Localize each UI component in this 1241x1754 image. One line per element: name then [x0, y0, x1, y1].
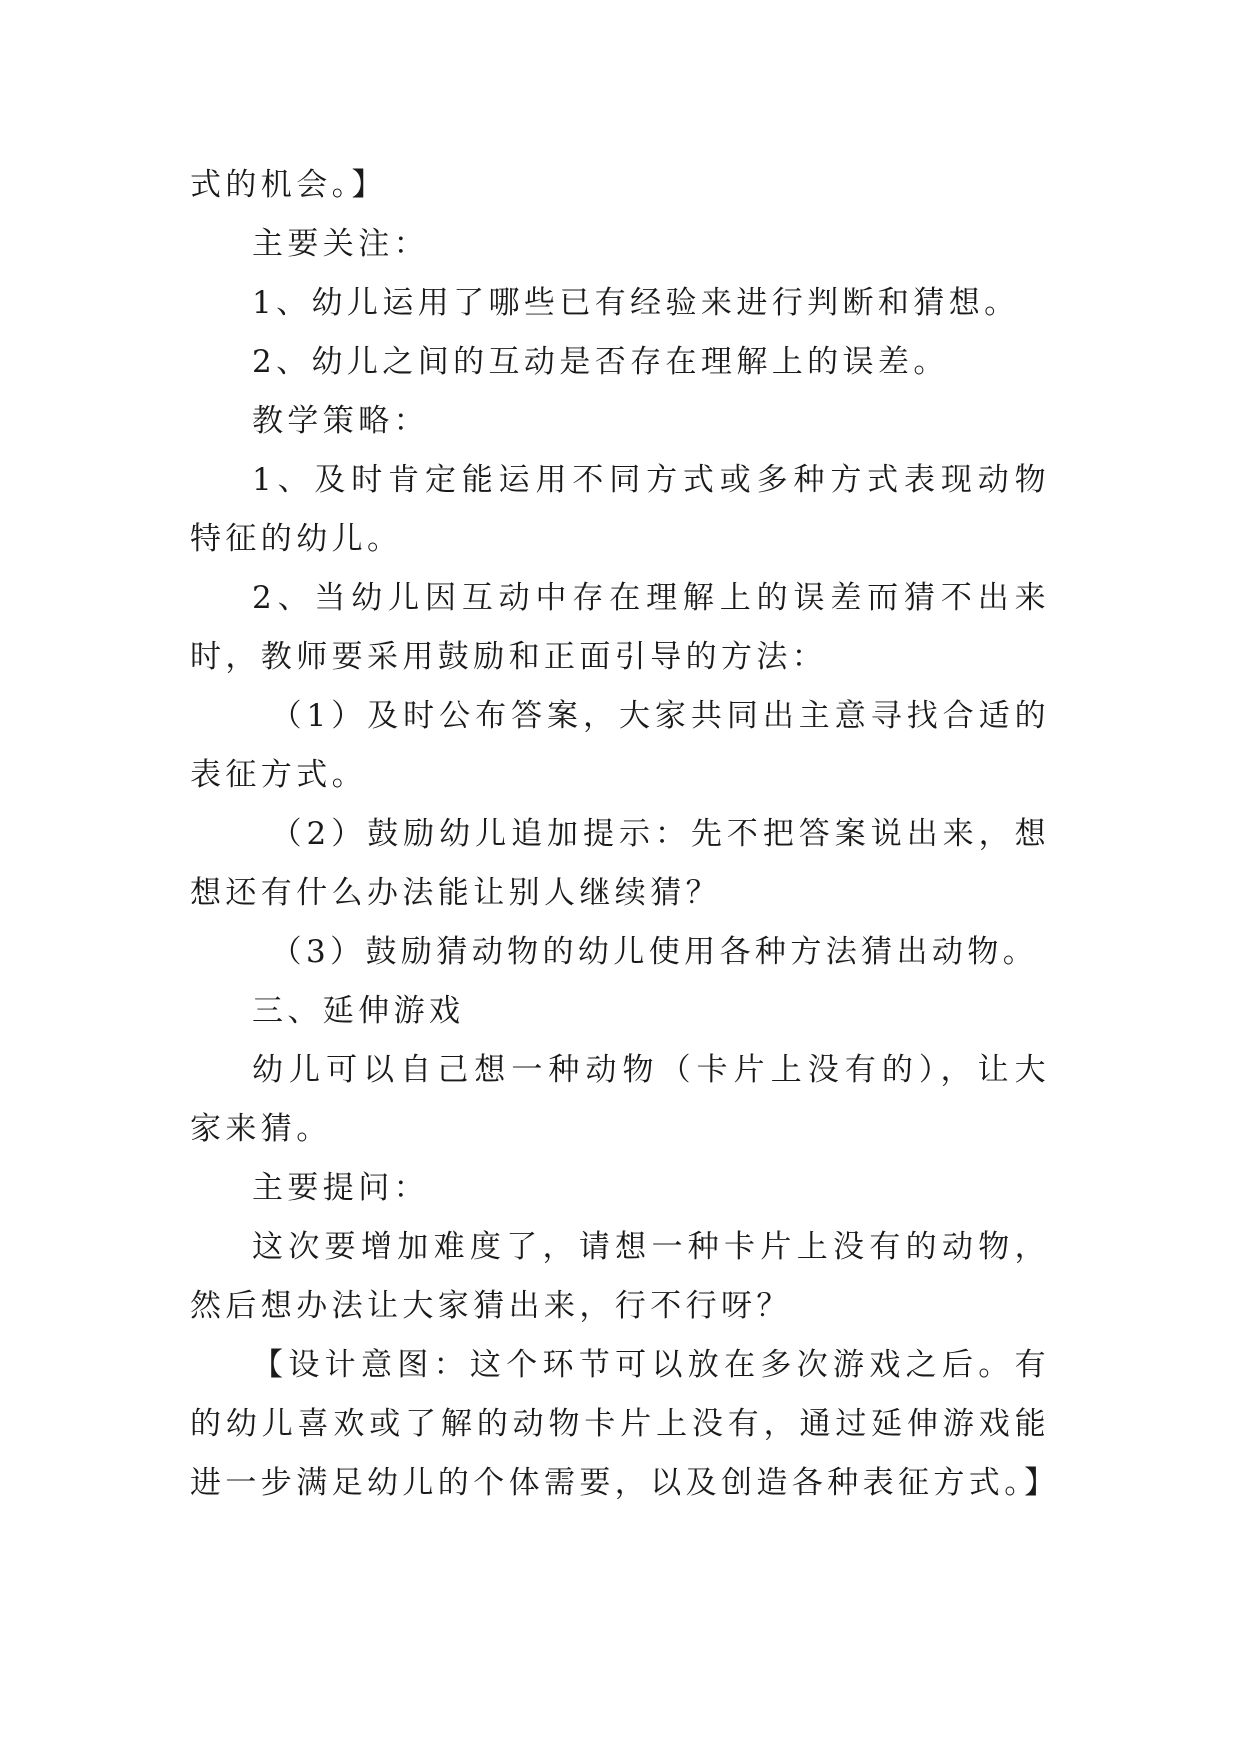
- paragraph-strategy-item-1: 1、及时肯定能运用不同方式或多种方式表现动物特征的幼儿。: [190, 462, 1050, 557]
- paragraph-section-heading: 三、延伸游戏: [252, 993, 465, 1029]
- paragraph-focus-item-2: 2、幼儿之间的互动是否存在理解上的误差。: [252, 344, 949, 380]
- document-body: [190, 156, 1060, 1513]
- paragraph-design-intent: 【设计意图：这个环节可以放在多次游戏之后。有的幼儿喜欢或了解的动物卡片上没有，通过延伸游戏能进一步满足幼儿的个体需要，以及创造各种表征方式。】: [190, 1347, 1060, 1501]
- paragraph-main-focus-heading: 主要关注：: [252, 226, 429, 262]
- paragraph-sub-item-1: （1）及时公布答案，大家共同出主意寻找合适的表征方式。: [190, 698, 1050, 793]
- paragraph-sub-item-2: （2）鼓励幼儿追加提示：先不把答案说出来，想想还有什么办法能让别人继续猜？: [190, 816, 1050, 911]
- paragraph-focus-item-1: 1、幼儿运用了哪些已有经验来进行判断和猜想。: [252, 285, 1020, 321]
- paragraph-sub-item-3: （3）鼓励猜动物的幼儿使用各种方法猜出动物。: [270, 934, 1039, 970]
- paragraph-extension-description: 幼儿可以自己想一种动物（卡片上没有的），让大家来猜。: [190, 1052, 1050, 1147]
- paragraph-strategy-item-2: 2、当幼儿因互动中存在理解上的误差而猜不出来时，教师要采用鼓励和正面引导的方法：: [190, 580, 1050, 675]
- paragraph-strategy-heading: 教学策略：: [252, 403, 429, 439]
- paragraph-continuation: 式的机会。】: [190, 167, 387, 203]
- paragraph-question: 这次要增加难度了，请想一种卡片上没有的动物，然后想办法让大家猜出来，行不行呀？: [190, 1229, 1050, 1324]
- paragraph-question-heading: 主要提问：: [252, 1170, 429, 1206]
